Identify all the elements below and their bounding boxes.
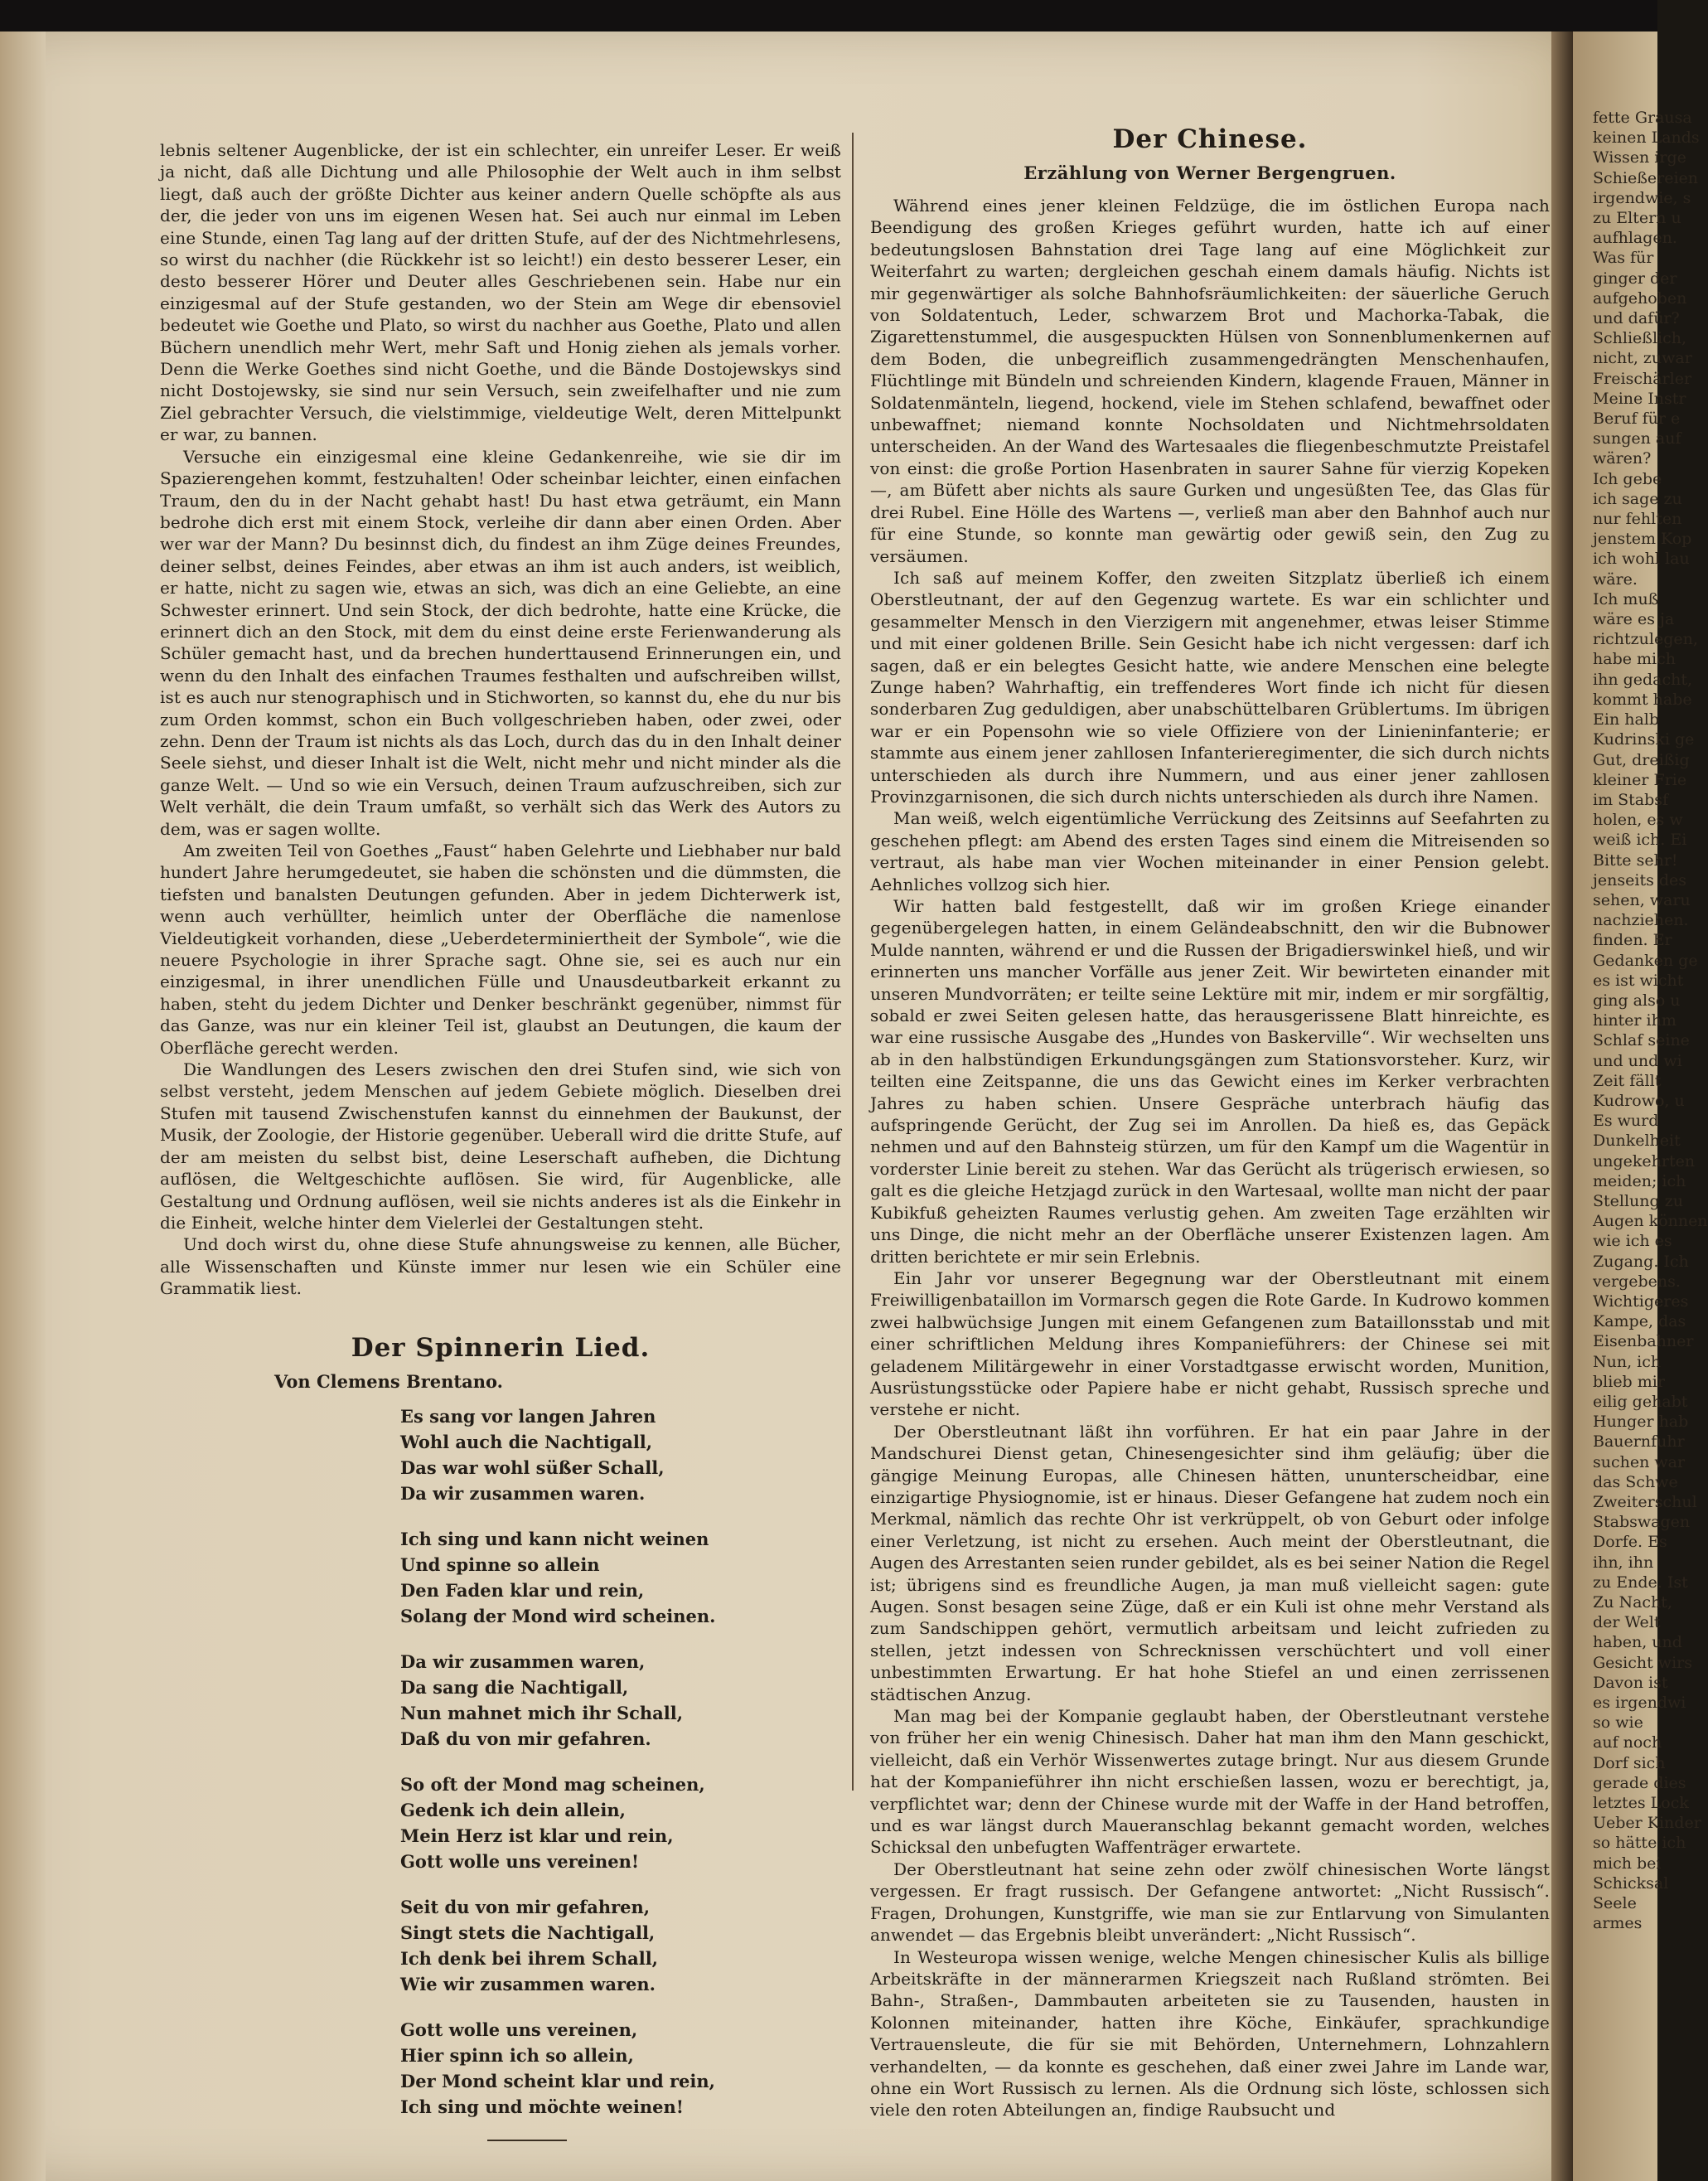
adjacent-line: Dunkelheit — [1593, 1132, 1681, 1151]
adjacent-line: Schließlich, — [1593, 329, 1687, 348]
adjacent-line: Schießereien — [1593, 168, 1699, 187]
adjacent-line: jenstem Kop — [1593, 530, 1692, 549]
story-paragraph: Während eines jener kleinen Feldzüge, die im östlichen Europa nach Beendigung des großen Krieges geführt wurden, hatte ich auf einer bedeutungslosen Bahnstation drei Tage lang auf eine Möglichkeit zur Weiterfahrt zu warten; dergleichen geschah einem damals häufig. Nichts ist mir gegenwärtiger als solche Bahnhofsräumlichkeiten: der säuerliche Geruch von Soldatentuch, Leder, schwarzem Brot und Machorka-Tabak, die Zigarettenstummel, die ausgespuckten Hülsen von Sonnenblumenkernen auf dem Boden, die unbegreiflich zusammengedrängten Menschenhaufen, Flüchtlinge mit Bündeln und schreienden Kindern, klagende Frauen, Männer in Soldatenmänteln, liegend, hockend, viele im Stehen schlafend, bewaffnet oder unbewaffnet; niemand konnte Nochsoldaten und Nichtmehrsoldaten unterscheiden. An der Wand des Wartesaales die fliegenbeschmutzte Preistafel von einst: die große Portion Hasenbraten in saurer Sahne für vierzig Kopeken —, am Büfett aber nichts als saure Gurken und ungesüßten Tee, das Glas für drei Rubel. Eine Hölle des Wartens —, verließ man aber den Bahnhof auch nur für eine Stunde, so konnte man gewärtig oder gewiß sein, den Zug zu versäumen. — [870, 196, 1550, 566]
adjacent-line: zu Eltern u — [1593, 209, 1681, 228]
adjacent-line: armes — [1593, 1914, 1643, 1933]
adjacent-line: hinter ihm — [1593, 1011, 1677, 1030]
adjacent-line: habe mich — [1593, 650, 1676, 669]
adjacent-line: ich sage zu — [1593, 489, 1682, 508]
adjacent-line: Eisenbahner — [1593, 1332, 1694, 1351]
adjacent-line: Stabswagen — [1593, 1513, 1691, 1532]
story-paragraph: Man mag bei der Kompanie geglaubt haben, der Oberstleutnant verstehe von früher her ein wenig Chinesisch. Daher hat man ihm den Mann geschickt, vielleicht, daß ein Verhör Wissenwertes zutage bringt. Nur aus diesem Grunde hat der Kompanieführer ihn nicht erschießen lassen, wozu er berechtigt, ja, verpflichtet war; denn der Chinese wurde mit der Waffe in der Hand betroffen, und es war längst durch Maueranschlag bekannt gemacht worden, welches Schicksal den unbefugten Waffenträger erwartete. — [870, 1706, 1550, 1858]
adjacent-line: es irgendwi — [1593, 1694, 1686, 1713]
poem-line: Solang der Mond wird scheinen. — [400, 1605, 716, 1626]
adjacent-line: im Stabsf — [1593, 790, 1669, 809]
adjacent-line: Ich muß — [1593, 589, 1659, 608]
article-paragraph: Die Wandlungen des Lesers zwischen den drei Stufen sind, wie sich von selbst versteht, jedem Menschen auf jedem Gebiete möglich. Dieselben drei Stufen mit tausend Zwischenstufen kannst du einnehmen der Baukunst, der Musik, der Zoologie, der Historie gegenüber. Ueberall wird die dritte Stufe, auf der am meisten du selbst bist, deine Leserschaft aufheben, die Dichtung auflösen, die Weltgeschichte auflösen. Sie wird, für Augenblicke, alle Gestaltung und Ordnung auflösen, weil sie nichts anderes ist als die Einkehr in die Einheit, welche hinter dem Vielerlei der Gestaltungen steht. — [160, 1059, 841, 1233]
adjacent-line: letztes Lock — [1593, 1794, 1689, 1813]
adjacent-line: Kudrowo, u — [1593, 1091, 1685, 1110]
adjacent-line: der Welt — [1593, 1613, 1661, 1632]
adjacent-line: Stellung zu — [1593, 1191, 1683, 1210]
poem-line: Da sang die Nachtigall, — [400, 1676, 629, 1698]
poem-stanza — [160, 1403, 841, 1506]
adjacent-line: so hätte ich — [1593, 1834, 1686, 1853]
story-title: Der Chinese. — [1112, 124, 1308, 154]
article-paragraph: Und doch wirst du, ohne diese Stufe ahnungsweise zu kennen, alle Bücher, alle Wissenschaften und Künste immer nur lesen wie ein Schüler eine Grammatik liest. — [160, 1234, 841, 1299]
poem-line: Hier spinn ich so allein, — [400, 2044, 634, 2066]
scan-background-top — [0, 0, 1657, 33]
adjacent-line: Davon ist — [1593, 1673, 1668, 1692]
poem-end-rule — [487, 2140, 567, 2141]
story-paragraph: Der Oberstleutnant hat seine zehn oder zwölf chinesischen Worte längst vergessen. Er fragt russisch. Der Gefangene antwortet: „Nicht Russisch“. Fragen, Drohungen, Kunstgriffe, wie man sie zur Entlarvung von Simulanten anwendet — das Ergebnis bleibt unverändert: „Nicht Russisch“. — [870, 1859, 1550, 1946]
adjacent-line: Nun, ich — [1593, 1352, 1662, 1371]
adjacent-line: ihn gedacht, — [1593, 670, 1693, 689]
poem-line: Gott wolle uns vereinen, — [400, 2019, 638, 2040]
adjacent-line: auf noch — [1593, 1733, 1662, 1752]
adjacent-line: wäre es ja — [1593, 610, 1675, 629]
adjacent-line: Schlaf seine — [1593, 1031, 1690, 1050]
poem-line: Ich denk bei ihrem Schall, — [400, 1947, 658, 1969]
story-paragraph: Ein Jahr vor unserer Begegnung war der Oberstleutnant mit einem Freiwilligenbataillon im Vormarsch gegen die Rote Garde. In Kudrowo kommen zwei halbwüchsige Jungen mit einem Gefangenen zum Bataillonsstab und mit einer schriftlichen Meldung ihres Kompanieführers: der Chinese sei mit geladenem Militärgewehr in einer Vorstadtgasse erwischt worden, Munition, Ausrüstungsstücke oder Papiere habe er nicht gehabt, Russisch spreche und verstehe er nicht. — [870, 1267, 1550, 1420]
adjacent-line: fette Grausa — [1593, 109, 1692, 127]
story-paragraph: Ich saß auf meinem Koffer, den zweiten Sitzplatz überließ ich einem Oberstleutnant, der auf den Gegenzug wartete. Es war ein schlichter und gesammelter Mensch in den Vierzigern mit angenehmer, etwas leiser Stimme und mit einer goldenen Brille. Sein Gesicht habe ich nicht vergessen: darf ich sagen, daß er ein belegtes Gesicht hatte, wie andere Menschen eine belegte Zunge haben? Wahrhaftig, ein treffenderes Wort finde ich nicht für diesen sonderbaren Zug geduldigen, aber unabschüttelbaren Grüblertums. Im übrigen war er ein Popensohn wie so viele Offiziere von der Linieninfanterie; er stammte aus einem jener zahllosen Infanterieregimenter, die sich durch nichts unterschieden als durch ihre Nummern, und aus einer jener zahllosen Provinzgarnisonen, die sich durch nichts unterschieden als durch ihre Namen. — [870, 567, 1550, 807]
adjacent-line: blieb mir — [1593, 1372, 1665, 1391]
poem-line: Das war wohl süßer Schall, — [400, 1456, 665, 1478]
article-paragraph: Am zweiten Teil von Goethes „Faust“ haben Gelehrte und Liebhaber nur bald hundert Jahre herumgedeutet, sie haben die schönsten und die dümmsten, die tiefsten und banalsten Deutungen gefunden. Aber in jedem Dichterwerk ist, wenn auch verhüllter, heimlich unter der Oberfläche die namenlose Vieldeutigkeit vorhanden, diese „Ueberdeterminiertheit der Symbole“, wie die neuere Psychologie in ihrer Sprache sagt. Ohne sie, sei es auch nur ein einzigesmal, in ihrer unendlichen Fülle und Unausdeutbarkeit erkannt zu haben, steht du jedem Dichter und Denker beschränkt gegenüber, nimmst für das Ganze, was nur ein kleiner Teil ist, glaubst an Deutungen, die kaum der Oberfläche gerecht werden. — [160, 841, 841, 1058]
adjacent-line: Ueber Kinder — [1593, 1814, 1701, 1833]
adjacent-line: Gesicht wirs — [1593, 1653, 1692, 1672]
poem-line: Nun mahnet mich ihr Schall, — [400, 1702, 684, 1723]
adjacent-line: suchen war — [1593, 1452, 1686, 1471]
adjacent-line: ich wohl lau — [1593, 550, 1690, 569]
adjacent-line: Ich gebe — [1593, 469, 1662, 488]
adjacent-line: Meine Instr — [1593, 389, 1686, 408]
adjacent-page-fragment — [1573, 32, 1708, 2181]
adjacent-line: kommt habe — [1593, 690, 1692, 709]
adjacent-line: Dorfe. Es — [1593, 1533, 1667, 1552]
story-byline: Erzählung von Werner Bergengruen. — [1023, 162, 1396, 183]
adjacent-line: Hunger hab — [1593, 1413, 1689, 1432]
poem-line: Wie wir zusammen waren. — [400, 1973, 656, 1994]
poem-line: So oft der Mond mag scheinen, — [400, 1773, 705, 1795]
poem-line: Es sang vor langen Jahren — [400, 1405, 656, 1427]
adjacent-line: Ein halb — [1593, 710, 1660, 729]
adjacent-line: wären? — [1593, 449, 1652, 468]
poem-stanza — [160, 2017, 841, 2120]
adjacent-line: nicht, zuwar — [1593, 349, 1692, 368]
adjacent-line: keinen Lands — [1593, 128, 1700, 148]
adjacent-line: Wissen irge — [1593, 148, 1686, 167]
article-paragraph: lebnis seltener Augenblicke, der ist ein schlechter, ein unreifer Leser. Er weiß ja nicht, daß alle Dichtung und alle Philosophie der Welt auch in ihm selbst liegt, daß auch der größte Dichter aus keiner andern Quelle schöpfte als aus der, die jeder von uns im eigenen Wesen hat. Sei auch nur einmal im Leben eine Stunde, einen Tag lang auf der dritten Stufe, auf der des Nichtmehrlesens, so wirst du nachher (die Rückkehr ist so leicht!) ein desto besserer Leser, ein desto besserer Hörer und Deuter alles Geschriebenen sein. Habe nur ein einzigesmal auf der Stufe gestanden, wo der Stein am Wege dir ebensoviel bedeutet wie Goethe und Plato, so wirst du nachher aus Goethe, Plato und allen Büchern unendlich mehr Wert, mehr Saft und Honig ziehen als jemals vorher. Denn die Werke Goethes sind nicht Goethe, und die Bände Dostojewskys sind nicht Dostojewsky, sie sind nur sein Versuch, sein zweifelhafter und nie zum Ziel gebrachter Versuch, die vielstimmige, vieldeutige Welt, deren Mittelpunkt er war, zu bannen. — [160, 140, 841, 445]
article-paragraph: Versuche ein einzigesmal eine kleine Gedankenreihe, wie sie dir im Spazierengehen kommt, festzuhalten! Oder scheinbar leichter, einen einfachen Traum, den du in der Nacht gehabt hast! Du hast etwa geträumt, ein Mann bedrohe dich erst mit einem Stock, verleihe dir dann aber einen Orden. Aber wer war der Mann? Du besinnst dich, du findest an ihm Züge deines Freundes, deiner selbst, deines Feindes, aber etwas an ihm ist auch anders, ist weiblich, er hatte, nicht zu sagen wie, etwas an sich, was dich an eine Geliebte, an eine Schwester erinnert. Und sein Stock, der dich bedrohte, hatte eine Krücke, die erinnert dich an den Stock, mit dem du einst deine erste Ferienwanderung als Schüler gemacht hast, und da brechen hunderttausend Erinnerungen ein, und wenn du den Inhalt des einfachen Traumes festhalten und aufschreiben willst, ist es auch nur stenographisch und in Stichworten, so kannst du, ehe du nur bis zum Orden kommst, schon ein Buch vollgeschrieben haben, oder zwei, oder zehn. Denn der Traum ist nichts als das Loch, durch das du in den Inhalt deiner Seele siehst, und dieser Inhalt ist die Welt, nicht mehr und nicht minder als die ganze Welt. — Und so wie ein Versuch, deinen Traum aufzuschreiben, sich zur Welt verhält, die dein Traum umfaßt, so verhält sich das Werk des Autors zu dem, was er sagen wollte. — [160, 446, 841, 839]
poem-stanza — [160, 1894, 841, 1997]
story-paragraph: In Westeuropa wissen wenige, welche Mengen chinesischer Kulis als billige Arbeitskräfte in der männerarmen Kriegszeit nach Rußland strömten. Bei Bahn-, Straßen-, Dammbauten arbeiteten sie zu Tausenden, hausten in Kolonnen miteinander, hatten ihre Köche, Einkäufer, sprachkundige Vertrauensleute, die für sie mit Behörden, Unternehmern, Lohnzahlern verhandelten, — da konnte es geschehen, daß einer zwei Jahre im Lande war, ohne ein Wort Russisch zu lernen. Als die Ordnung sich löste, schlossen sich viele den roten Abteilungen an, findige Raubsucht und — [870, 1946, 1550, 2120]
adjacent-line: nur fehlten — [1593, 510, 1682, 529]
adjacent-line: Dorf sich — [1593, 1753, 1666, 1772]
adjacent-line: richtzulegen, — [1593, 630, 1698, 649]
adjacent-line: holen, es w — [1593, 811, 1683, 830]
poem-body — [160, 1403, 841, 2120]
adjacent-line: es ist wicht — [1593, 971, 1684, 990]
poem-line: Gedenk ich dein allein, — [400, 1799, 626, 1820]
adjacent-line: mich bei — [1593, 1854, 1662, 1873]
adjacent-line: und und wi — [1593, 1051, 1682, 1070]
adjacent-line: aufgehoben — [1593, 288, 1687, 308]
adjacent-line: eilig gehabt — [1593, 1393, 1688, 1411]
adjacent-line: Kudrinski ge — [1593, 730, 1695, 749]
column-divider — [852, 133, 854, 1791]
adjacent-line: gerade dies — [1593, 1773, 1686, 1792]
left-column — [160, 139, 841, 2141]
adjacent-line: Zugang. Ich — [1593, 1252, 1689, 1271]
adjacent-line: und dafür? — [1593, 309, 1680, 328]
adjacent-line: Gut, dreißig — [1593, 750, 1690, 769]
poem-line: Ich sing und möchte weinen! — [400, 2096, 684, 2117]
adjacent-line: das Schwe — [1593, 1472, 1678, 1491]
poem-line: Singt stets die Nachtigall, — [400, 1922, 656, 1943]
poem-line: Gott wolle uns vereinen! — [400, 1850, 640, 1872]
adjacent-line: Augen können — [1593, 1212, 1708, 1231]
right-column — [870, 124, 1550, 2121]
adjacent-line: Seele — [1593, 1894, 1637, 1913]
poem-stanza — [160, 1649, 841, 1752]
adjacent-line: Bauernfuhr — [1593, 1432, 1685, 1452]
story-paragraph: Man weiß, welch eigentümliche Verrückung des Zeitsinns auf Seefahrten zu geschehen pflegt: am Abend des ersten Tages sind einem die Mitreisenden so vertraut, als habe man vier Wochen miteinander in einer Pension gelebt. Aehnliches vollzog sich hier. — [870, 808, 1550, 894]
adjacent-line: vergebens. — [1593, 1272, 1681, 1291]
adjacent-line: Es wurd — [1593, 1112, 1659, 1131]
adjacent-line: Bitte sehr! — [1593, 851, 1678, 870]
adjacent-page-text — [1573, 32, 1708, 1933]
poem-line: Wohl auch die Nachtigall, — [400, 1431, 653, 1452]
adjacent-line: Was für — [1593, 249, 1654, 268]
adjacent-line: haben, und — [1593, 1633, 1682, 1652]
poem-line: Daß du von mir gefahren. — [400, 1728, 651, 1749]
adjacent-line: weiß ich. Ei — [1593, 831, 1687, 850]
poem-line: Und spinne so allein — [400, 1553, 600, 1575]
adjacent-line: Beruf für e — [1593, 410, 1681, 429]
adjacent-line: irgendwie, s — [1593, 188, 1691, 207]
adjacent-line: Gedanken ge — [1593, 951, 1698, 970]
adjacent-line: so wie — [1593, 1713, 1643, 1733]
adjacent-line: Zweiterschul — [1593, 1493, 1697, 1512]
story-paragraph: Der Oberstleutnant läßt ihn vorführen. Er hat ein paar Jahre in der Mandschurei Dienst getan, Chinesengesichter sind ihm geläufig; über die gängige Meinung Europas, alle Chinesen hätten, ununterscheidbar, eine einzigartige Physiognomie, ist er hinaus. Dieser Gefangene hat zudem noch ein Merkmal, nämlich das rechte Ohr ist verkrüppelt, ob von Geburt oder infolge einer Verletzung, ist nicht zu ersehen. Auch meint der Oberstleutnant, die Augen des Arrestanten seien runder gebildet, als es bei seiner Nation die Regel ist; übrigens sind es freundliche Augen, ja man muß vielleicht sagen: gute Augen. Sonst besagen seine Züge, daß er ein Kuli ist ohne mehr Verstand als zum Sandschippen gehört, vermutlich arbeitsam und leicht zufrieden zu stellen, jetzt indessen von Schrecknissen verschüchtert und voll einer unbestimmten Erwartung. Er hat hohe Stiefel an und einen zerrissenen städtischen Anzug. — [870, 1421, 1550, 1704]
poem-line: Da wir zusammen waren, — [400, 1650, 646, 1672]
adjacent-line: Schicksal — [1593, 1873, 1669, 1893]
adjacent-line: nachziehen. — [1593, 911, 1689, 930]
poem-line: Da wir zusammen waren. — [400, 1482, 646, 1504]
adjacent-line: sungen auf — [1593, 429, 1681, 448]
poem-stanza — [160, 1771, 841, 1874]
adjacent-line: Zu Nacht, — [1593, 1593, 1672, 1612]
poem-byline: Von Clemens Brentano. — [274, 1370, 503, 1392]
adjacent-line: zu Ende. Ist — [1593, 1573, 1688, 1592]
adjacent-line: aufhlagen. — [1593, 229, 1677, 248]
adjacent-line: ging also u — [1593, 991, 1681, 1010]
adjacent-line: jenseits des — [1593, 870, 1687, 889]
adjacent-line: sehen, waru — [1593, 890, 1691, 909]
adjacent-line: ginger der — [1593, 269, 1677, 288]
adjacent-line: Freischärler — [1593, 369, 1692, 388]
poem-title: Der Spinnerin Lied. — [351, 1332, 651, 1363]
adjacent-line: Wichtigeres — [1593, 1292, 1689, 1311]
story-paragraph: Wir hatten bald festgestellt, daß wir im großen Kriege einander gegenübergelegen hatten, in einem Geländeabschnitt, den wir die Bubnower Mulde nannten, während er und die Russen der Brigadierswinkel hieß, und wir erinnerten uns mancher Vorfälle aus jener Zeit. Wir bewirteten einander mit unseren Mundvorräten; er teilte seine Lektüre mit mir, indem er mir sorgfältig, sobald er zwei Seiten gelesen hatte, das herausgerissene Blatt hinreichte, es war eine russische Ausgabe des „Hundes von Baskerville“. Wir wechselten uns ab in den halbstündigen Erkundungsgängen zum Stationsvorsteher. Kurz, wir teilten eine Zeitspanne, die uns das Gewicht eines im Kerker verbrachten Jahres zu haben schien. Unsere Gespräche unterbrach häufig das aufspringende Gerücht, der Zug sei im Anrollen. Da hieß es, das Gepäck nehmen und auf den Bahnsteig stürzen, um für den Kampf um die Wagentür in vorderster Linie bereit zu stehen. War das Gerücht als trügerisch erwiesen, so galt es die gleiche Hetzjagd zurück in den Wartesaal, wollte man nicht der paar Kubikfuß geheizten Raumes verlustig gehen. Am zweiten Tage erzählten wir uns Dinge, die nicht mehr an der Oberfläche unserer Existenzen lagen. Am dritten berichtete er mir sein Erlebnis. — [870, 896, 1550, 1267]
poem-line: Mein Herz ist klar und rein, — [400, 1825, 674, 1846]
page-edge-shadow — [0, 32, 46, 2181]
adjacent-line: Kampe, das — [1593, 1312, 1686, 1331]
adjacent-line: ihn, ihn — [1593, 1553, 1654, 1572]
adjacent-line: finden. Er — [1593, 931, 1672, 950]
poem-line: Ich sing und kann nicht weinen — [400, 1528, 709, 1549]
adjacent-line: wäre. — [1593, 569, 1638, 589]
adjacent-line: ungekehrten — [1593, 1151, 1696, 1170]
adjacent-line: meiden; ich — [1593, 1171, 1686, 1190]
poem-stanza — [160, 1526, 841, 1629]
book-gutter — [1551, 32, 1573, 2181]
poem-line: Den Faden klar und rein, — [400, 1579, 645, 1601]
adjacent-line: kleiner Frie — [1593, 770, 1687, 789]
adjacent-line: Zeit fällt — [1593, 1071, 1662, 1090]
adjacent-line: wie ich es — [1593, 1232, 1672, 1251]
poem-line: Der Mond scheint klar und rein, — [400, 2070, 715, 2091]
poem-line: Seit du von mir gefahren, — [400, 1896, 651, 1917]
